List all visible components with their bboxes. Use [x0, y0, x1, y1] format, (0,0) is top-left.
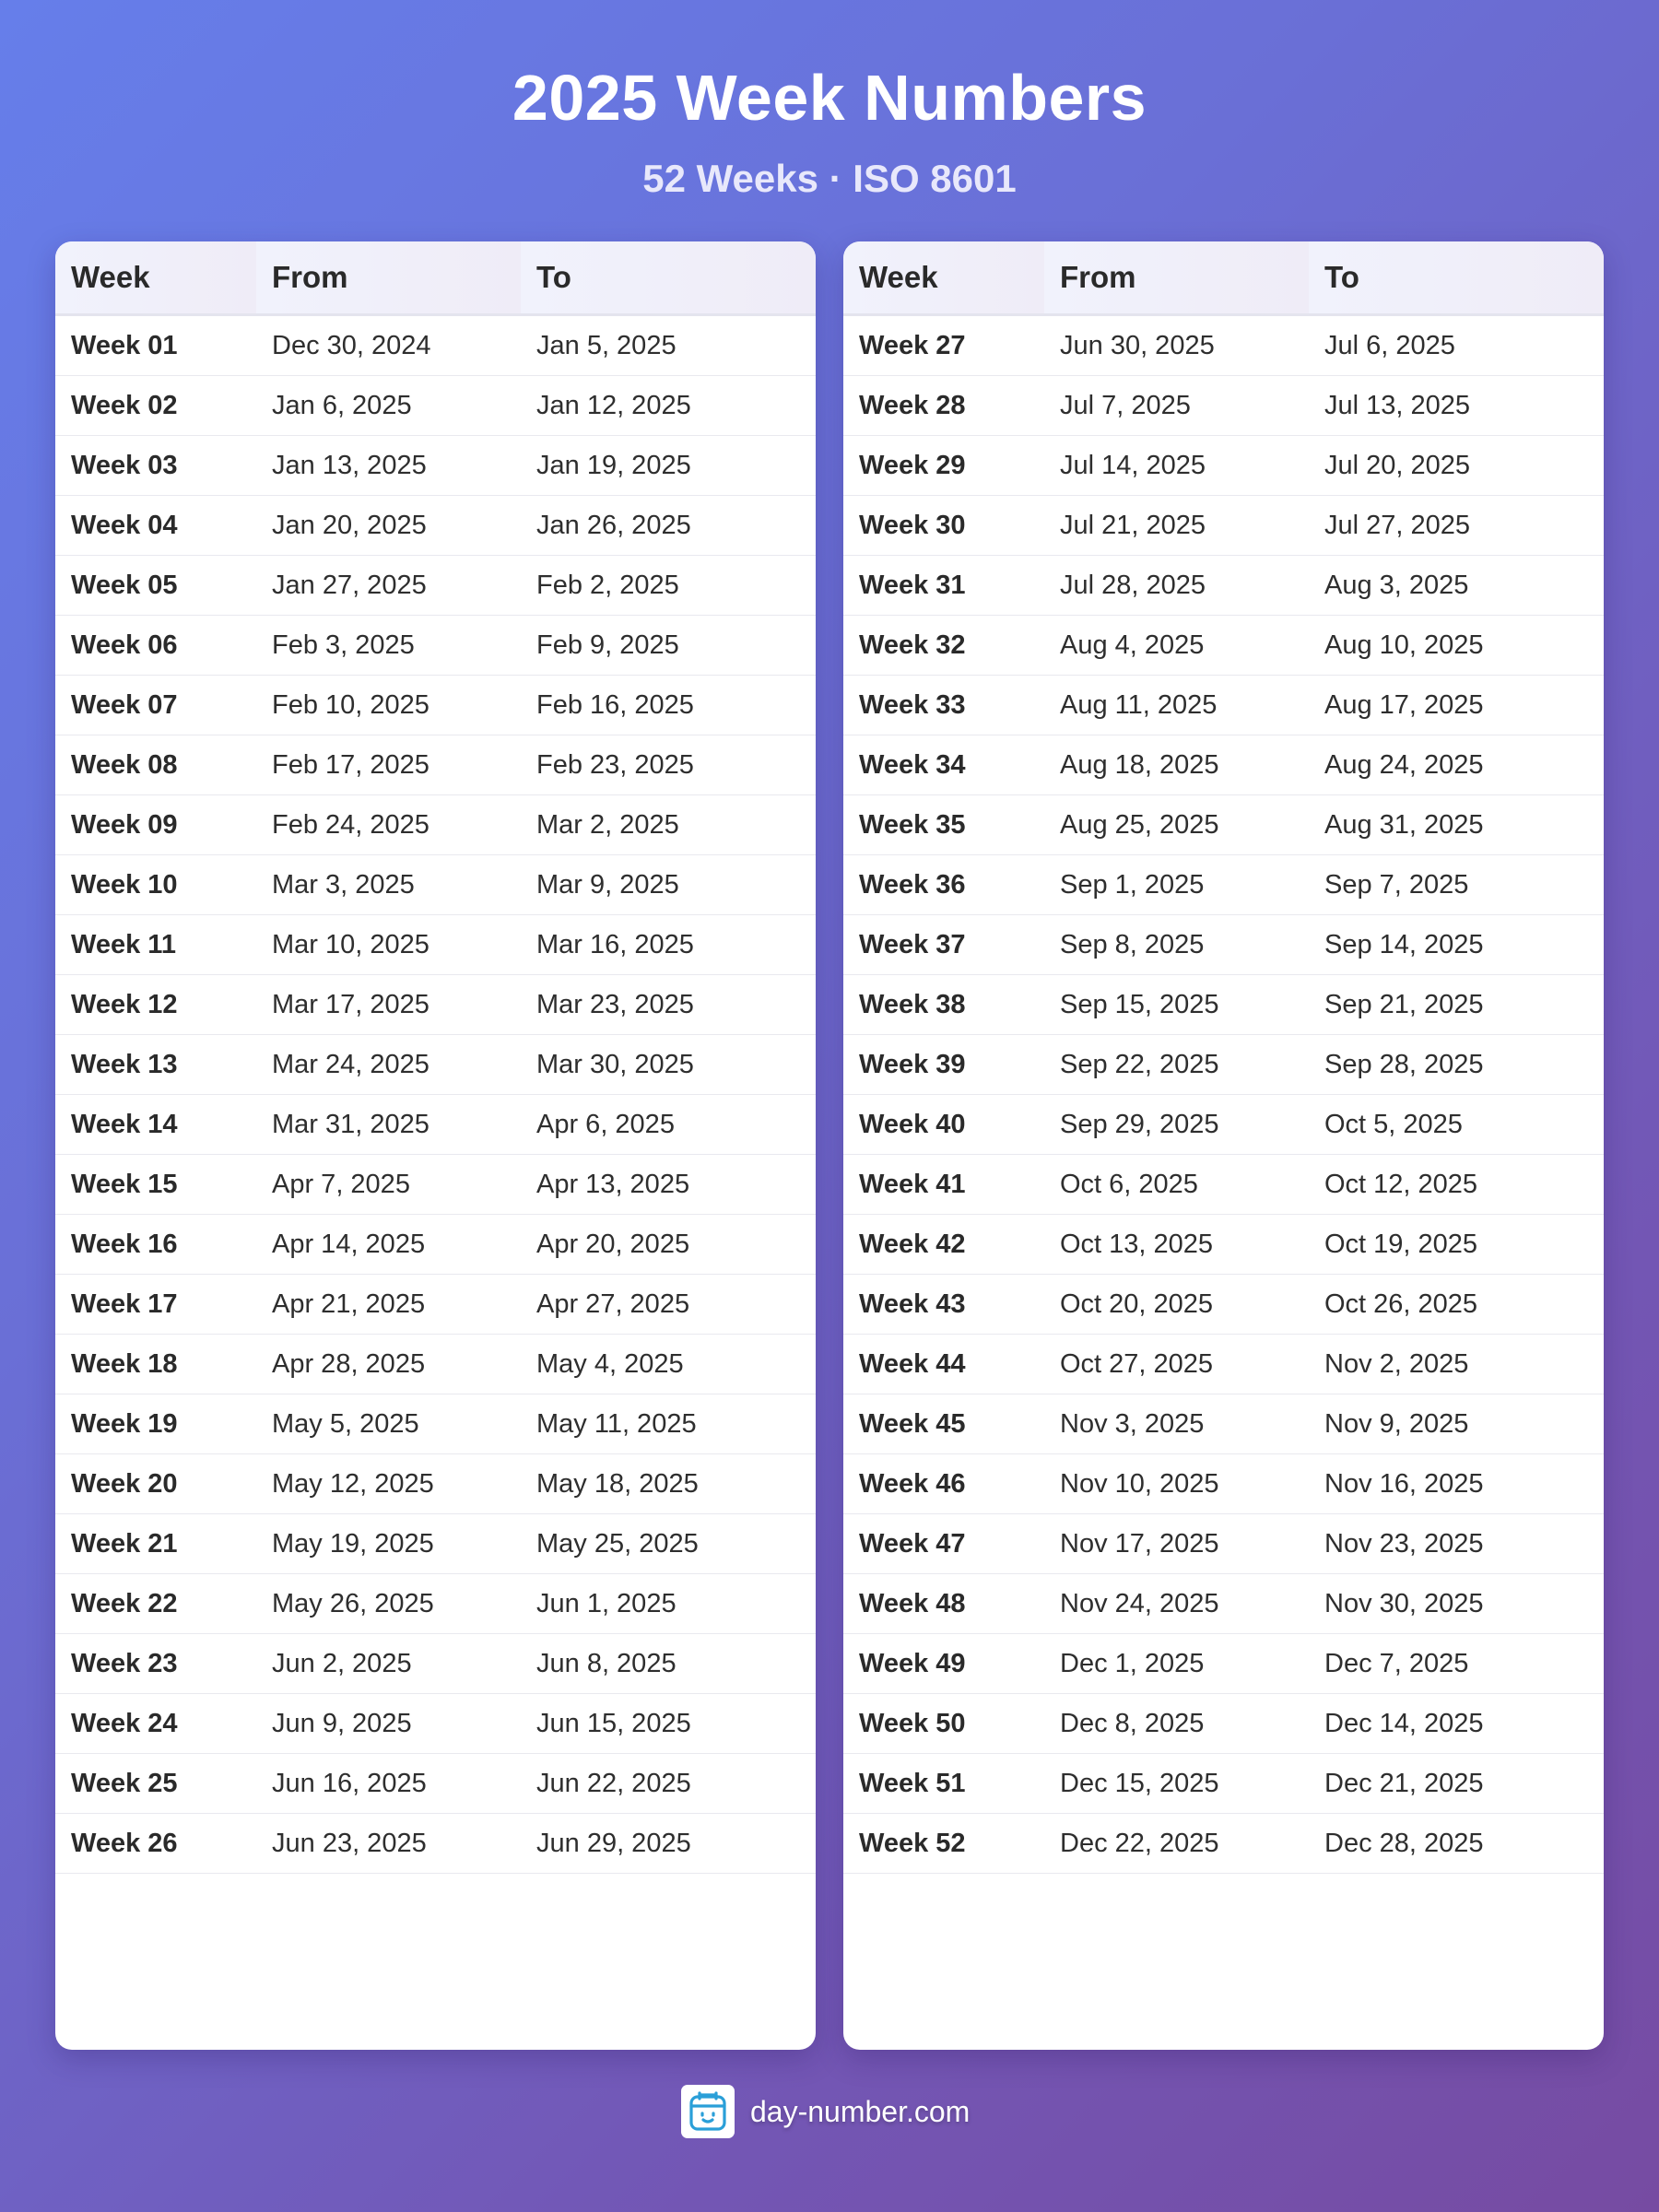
- column-header-from: From: [1044, 241, 1309, 315]
- to-date-cell: May 18, 2025: [521, 1454, 816, 1514]
- from-date-cell: Dec 8, 2025: [1044, 1694, 1309, 1754]
- to-date-cell: Nov 30, 2025: [1309, 1574, 1604, 1634]
- week-cell: Week 07: [55, 676, 256, 735]
- from-date-cell: Mar 24, 2025: [256, 1035, 521, 1095]
- week-cell: Week 14: [55, 1095, 256, 1155]
- week-cell: Week 52: [843, 1814, 1044, 1874]
- to-date-cell: Jan 26, 2025: [521, 496, 816, 556]
- from-date-cell: Dec 15, 2025: [1044, 1754, 1309, 1814]
- week-cell: Week 20: [55, 1454, 256, 1514]
- table-row: [55, 975, 816, 1035]
- week-cell: Week 01: [55, 315, 256, 376]
- from-date-cell: Aug 25, 2025: [1044, 795, 1309, 855]
- to-date-cell: Nov 16, 2025: [1309, 1454, 1604, 1514]
- site-link[interactable]: day-number.com: [750, 2094, 971, 2128]
- to-date-cell: May 25, 2025: [521, 1514, 816, 1574]
- table-row: [55, 1814, 816, 1874]
- week-cell: Week 29: [843, 436, 1044, 496]
- week-cell: Week 15: [55, 1155, 256, 1215]
- to-date-cell: Jul 13, 2025: [1309, 376, 1604, 436]
- table-row: [55, 855, 816, 915]
- table-row: [55, 1574, 816, 1634]
- to-date-cell: Sep 21, 2025: [1309, 975, 1604, 1035]
- week-cell: Week 18: [55, 1335, 256, 1394]
- table-row: [55, 1155, 816, 1215]
- from-date-cell: Jun 16, 2025: [256, 1754, 521, 1814]
- week-cell: Week 40: [843, 1095, 1044, 1155]
- from-date-cell: Oct 13, 2025: [1044, 1215, 1309, 1275]
- to-date-cell: Jan 5, 2025: [521, 315, 816, 376]
- from-date-cell: Mar 17, 2025: [256, 975, 521, 1035]
- to-date-cell: Apr 20, 2025: [521, 1215, 816, 1275]
- to-date-cell: Nov 23, 2025: [1309, 1514, 1604, 1574]
- to-date-cell: Nov 9, 2025: [1309, 1394, 1604, 1454]
- table-row: [55, 1514, 816, 1574]
- week-cell: Week 46: [843, 1454, 1044, 1514]
- week-cell: Week 41: [843, 1155, 1044, 1215]
- to-date-cell: Apr 27, 2025: [521, 1275, 816, 1335]
- to-date-cell: Mar 2, 2025: [521, 795, 816, 855]
- from-date-cell: Jun 9, 2025: [256, 1694, 521, 1754]
- week-cell: Week 13: [55, 1035, 256, 1095]
- to-date-cell: Apr 13, 2025: [521, 1155, 816, 1215]
- week-cell: Week 47: [843, 1514, 1044, 1574]
- weeks-table-first-half: [55, 241, 816, 2050]
- page-subtitle: 52 Weeks · ISO 8601: [642, 157, 1017, 200]
- to-date-cell: Aug 17, 2025: [1309, 676, 1604, 735]
- table-row: [55, 1394, 816, 1454]
- table-row: [843, 315, 1604, 376]
- table-row: [843, 436, 1604, 496]
- week-cell: Week 31: [843, 556, 1044, 616]
- to-date-cell: Oct 12, 2025: [1309, 1155, 1604, 1215]
- table-row: [843, 1814, 1604, 1874]
- week-cell: Week 23: [55, 1634, 256, 1694]
- table-row: [843, 676, 1604, 735]
- table-row: [843, 735, 1604, 795]
- from-date-cell: Nov 24, 2025: [1044, 1574, 1309, 1634]
- from-date-cell: Dec 1, 2025: [1044, 1634, 1309, 1694]
- week-cell: Week 30: [843, 496, 1044, 556]
- to-date-cell: Oct 26, 2025: [1309, 1275, 1604, 1335]
- to-date-cell: Mar 9, 2025: [521, 855, 816, 915]
- table-row: [843, 1694, 1604, 1754]
- from-date-cell: Aug 11, 2025: [1044, 676, 1309, 735]
- from-date-cell: Feb 10, 2025: [256, 676, 521, 735]
- from-date-cell: Mar 31, 2025: [256, 1095, 521, 1155]
- from-date-cell: Sep 29, 2025: [1044, 1095, 1309, 1155]
- week-cell: Week 43: [843, 1275, 1044, 1335]
- to-date-cell: Jun 15, 2025: [521, 1694, 816, 1754]
- table-row: [55, 1335, 816, 1394]
- to-date-cell: May 11, 2025: [521, 1394, 816, 1454]
- table-row: [55, 376, 816, 436]
- week-cell: Week 32: [843, 616, 1044, 676]
- table-row: [843, 1634, 1604, 1694]
- week-cell: Week 19: [55, 1394, 256, 1454]
- from-date-cell: Apr 21, 2025: [256, 1275, 521, 1335]
- week-cell: Week 49: [843, 1634, 1044, 1694]
- table-row: [843, 915, 1604, 975]
- week-cell: Week 38: [843, 975, 1044, 1035]
- from-date-cell: Jan 13, 2025: [256, 436, 521, 496]
- footer-brand[interactable]: [681, 2085, 970, 2138]
- from-date-cell: Jan 27, 2025: [256, 556, 521, 616]
- table-row: [843, 975, 1604, 1035]
- to-date-cell: Jul 20, 2025: [1309, 436, 1604, 496]
- from-date-cell: Jul 14, 2025: [1044, 436, 1309, 496]
- to-date-cell: Oct 5, 2025: [1309, 1095, 1604, 1155]
- week-cell: Week 24: [55, 1694, 256, 1754]
- to-date-cell: Mar 30, 2025: [521, 1035, 816, 1095]
- from-date-cell: Apr 28, 2025: [256, 1335, 521, 1394]
- from-date-cell: Nov 17, 2025: [1044, 1514, 1309, 1574]
- from-date-cell: Jul 7, 2025: [1044, 376, 1309, 436]
- table-row: [843, 1574, 1604, 1634]
- from-date-cell: Oct 27, 2025: [1044, 1335, 1309, 1394]
- from-date-cell: Jul 28, 2025: [1044, 556, 1309, 616]
- week-cell: Week 21: [55, 1514, 256, 1574]
- table-row: [843, 855, 1604, 915]
- from-date-cell: Nov 10, 2025: [1044, 1454, 1309, 1514]
- from-date-cell: Jan 6, 2025: [256, 376, 521, 436]
- to-date-cell: Feb 9, 2025: [521, 616, 816, 676]
- from-date-cell: May 19, 2025: [256, 1514, 521, 1574]
- to-date-cell: Aug 10, 2025: [1309, 616, 1604, 676]
- week-cell: Week 12: [55, 975, 256, 1035]
- from-date-cell: Feb 3, 2025: [256, 616, 521, 676]
- to-date-cell: Sep 28, 2025: [1309, 1035, 1604, 1095]
- to-date-cell: Feb 23, 2025: [521, 735, 816, 795]
- from-date-cell: May 12, 2025: [256, 1454, 521, 1514]
- week-cell: Week 27: [843, 315, 1044, 376]
- from-date-cell: Apr 7, 2025: [256, 1155, 521, 1215]
- from-date-cell: May 5, 2025: [256, 1394, 521, 1454]
- to-date-cell: Jan 19, 2025: [521, 436, 816, 496]
- to-date-cell: Nov 2, 2025: [1309, 1335, 1604, 1394]
- table-row: [843, 376, 1604, 436]
- to-date-cell: Dec 28, 2025: [1309, 1814, 1604, 1874]
- from-date-cell: Dec 30, 2024: [256, 315, 521, 376]
- table-row: [55, 1035, 816, 1095]
- week-cell: Week 28: [843, 376, 1044, 436]
- table-header-row: [55, 241, 816, 315]
- table-row: [843, 556, 1604, 616]
- table-row: [843, 1454, 1604, 1514]
- from-date-cell: Feb 24, 2025: [256, 795, 521, 855]
- table-row: [843, 616, 1604, 676]
- week-cell: Week 44: [843, 1335, 1044, 1394]
- to-date-cell: Aug 31, 2025: [1309, 795, 1604, 855]
- column-header-to: To: [1309, 241, 1604, 315]
- to-date-cell: Apr 6, 2025: [521, 1095, 816, 1155]
- from-date-cell: Sep 22, 2025: [1044, 1035, 1309, 1095]
- to-date-cell: Sep 7, 2025: [1309, 855, 1604, 915]
- to-date-cell: Dec 21, 2025: [1309, 1754, 1604, 1814]
- table-row: [55, 315, 816, 376]
- calendar-smile-icon: [681, 2085, 735, 2138]
- week-cell: Week 02: [55, 376, 256, 436]
- from-date-cell: Nov 3, 2025: [1044, 1394, 1309, 1454]
- table-row: [55, 556, 816, 616]
- week-cell: Week 50: [843, 1694, 1044, 1754]
- table-row: [843, 1215, 1604, 1275]
- column-header-from: From: [256, 241, 521, 315]
- week-cell: Week 17: [55, 1275, 256, 1335]
- table-row: [55, 1754, 816, 1814]
- page-title: 2025 Week Numbers: [512, 62, 1147, 134]
- from-date-cell: Aug 18, 2025: [1044, 735, 1309, 795]
- week-cell: Week 16: [55, 1215, 256, 1275]
- week-cell: Week 35: [843, 795, 1044, 855]
- table-row: [843, 1394, 1604, 1454]
- week-cell: Week 39: [843, 1035, 1044, 1095]
- table-row: [55, 1634, 816, 1694]
- table-row: [55, 1454, 816, 1514]
- column-header-week: Week: [55, 241, 256, 315]
- to-date-cell: Jun 22, 2025: [521, 1754, 816, 1814]
- table-header-row: [843, 241, 1604, 315]
- weeks-table-second-half: [843, 241, 1604, 2050]
- to-date-cell: Sep 14, 2025: [1309, 915, 1604, 975]
- table-row: [843, 1035, 1604, 1095]
- week-cell: Week 37: [843, 915, 1044, 975]
- week-cell: Week 42: [843, 1215, 1044, 1275]
- week-cell: Week 48: [843, 1574, 1044, 1634]
- to-date-cell: Aug 24, 2025: [1309, 735, 1604, 795]
- table-row: [55, 795, 816, 855]
- from-date-cell: Oct 6, 2025: [1044, 1155, 1309, 1215]
- week-cell: Week 34: [843, 735, 1044, 795]
- to-date-cell: Feb 2, 2025: [521, 556, 816, 616]
- from-date-cell: Sep 8, 2025: [1044, 915, 1309, 975]
- to-date-cell: Oct 19, 2025: [1309, 1215, 1604, 1275]
- to-date-cell: Feb 16, 2025: [521, 676, 816, 735]
- to-date-cell: Mar 23, 2025: [521, 975, 816, 1035]
- from-date-cell: Apr 14, 2025: [256, 1215, 521, 1275]
- to-date-cell: Jul 6, 2025: [1309, 315, 1604, 376]
- from-date-cell: Sep 15, 2025: [1044, 975, 1309, 1035]
- to-date-cell: Dec 14, 2025: [1309, 1694, 1604, 1754]
- week-cell: Week 25: [55, 1754, 256, 1814]
- from-date-cell: Mar 3, 2025: [256, 855, 521, 915]
- to-date-cell: Jun 29, 2025: [521, 1814, 816, 1874]
- table-row: [55, 676, 816, 735]
- week-cell: Week 36: [843, 855, 1044, 915]
- week-cell: Week 03: [55, 436, 256, 496]
- table-row: [55, 1095, 816, 1155]
- from-date-cell: Jun 23, 2025: [256, 1814, 521, 1874]
- from-date-cell: Feb 17, 2025: [256, 735, 521, 795]
- week-cell: Week 04: [55, 496, 256, 556]
- week-cell: Week 08: [55, 735, 256, 795]
- to-date-cell: May 4, 2025: [521, 1335, 816, 1394]
- table-row: [843, 1335, 1604, 1394]
- table-row: [843, 496, 1604, 556]
- from-date-cell: Oct 20, 2025: [1044, 1275, 1309, 1335]
- from-date-cell: Jan 20, 2025: [256, 496, 521, 556]
- table-row: [843, 1275, 1604, 1335]
- to-date-cell: Dec 7, 2025: [1309, 1634, 1604, 1694]
- from-date-cell: Jun 2, 2025: [256, 1634, 521, 1694]
- from-date-cell: May 26, 2025: [256, 1574, 521, 1634]
- table-row: [55, 915, 816, 975]
- to-date-cell: Jun 1, 2025: [521, 1574, 816, 1634]
- to-date-cell: Aug 3, 2025: [1309, 556, 1604, 616]
- table-row: [843, 1155, 1604, 1215]
- column-header-to: To: [521, 241, 816, 315]
- table-row: [843, 1514, 1604, 1574]
- table-row: [55, 735, 816, 795]
- week-cell: Week 05: [55, 556, 256, 616]
- week-cell: Week 11: [55, 915, 256, 975]
- week-cell: Week 09: [55, 795, 256, 855]
- week-cell: Week 10: [55, 855, 256, 915]
- to-date-cell: Jul 27, 2025: [1309, 496, 1604, 556]
- week-cell: Week 33: [843, 676, 1044, 735]
- table-row: [55, 616, 816, 676]
- table-row: [55, 1275, 816, 1335]
- week-cell: Week 06: [55, 616, 256, 676]
- table-row: [843, 1095, 1604, 1155]
- to-date-cell: Jun 8, 2025: [521, 1634, 816, 1694]
- to-date-cell: Mar 16, 2025: [521, 915, 816, 975]
- to-date-cell: Jan 12, 2025: [521, 376, 816, 436]
- table-row: [843, 795, 1604, 855]
- from-date-cell: Aug 4, 2025: [1044, 616, 1309, 676]
- table-row: [843, 1754, 1604, 1814]
- week-cell: Week 22: [55, 1574, 256, 1634]
- week-cell: Week 45: [843, 1394, 1044, 1454]
- column-header-week: Week: [843, 241, 1044, 315]
- week-cell: Week 51: [843, 1754, 1044, 1814]
- table-row: [55, 1215, 816, 1275]
- from-date-cell: Jun 30, 2025: [1044, 315, 1309, 376]
- table-row: [55, 496, 816, 556]
- from-date-cell: Dec 22, 2025: [1044, 1814, 1309, 1874]
- table-row: [55, 436, 816, 496]
- week-cell: Week 26: [55, 1814, 256, 1874]
- table-row: [55, 1694, 816, 1754]
- from-date-cell: Jul 21, 2025: [1044, 496, 1309, 556]
- from-date-cell: Mar 10, 2025: [256, 915, 521, 975]
- from-date-cell: Sep 1, 2025: [1044, 855, 1309, 915]
